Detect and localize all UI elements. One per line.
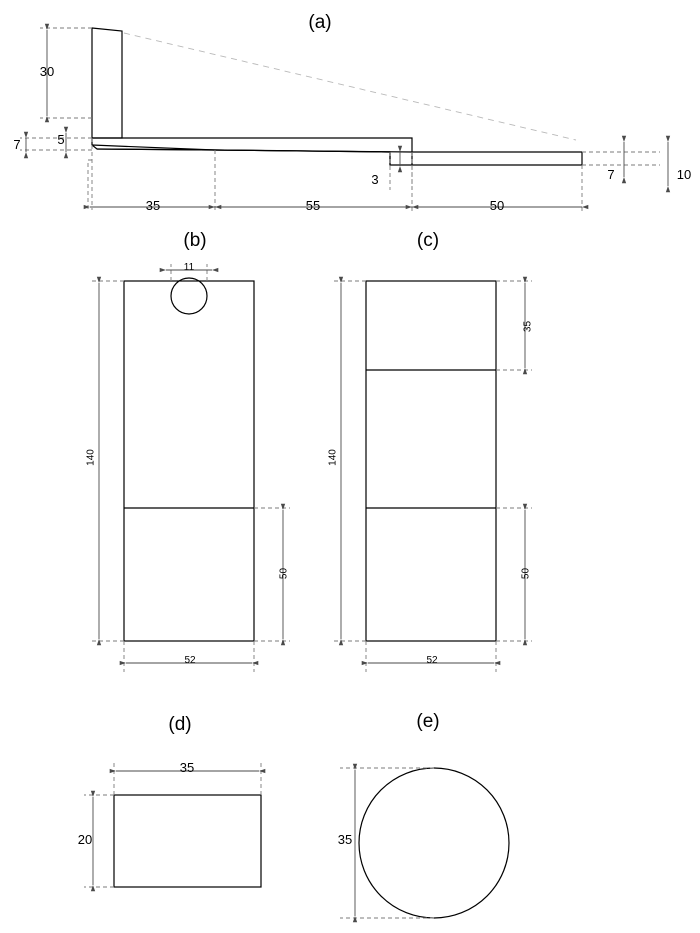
dim-c-140: 140	[327, 449, 339, 466]
dim-d-35: 35	[179, 760, 195, 775]
dim-a-5: 5	[57, 132, 65, 147]
dim-b-50: 50	[278, 567, 290, 580]
dim-a-55: 55	[305, 198, 321, 213]
dim-c-52: 52	[426, 655, 438, 666]
view-b-dimension-lines	[99, 270, 283, 663]
view-e-geometry	[359, 768, 509, 918]
panel-label-a: (a)	[308, 12, 332, 33]
dim-a-10: 10	[676, 167, 692, 182]
view-c-extension-lines	[334, 281, 532, 672]
view-b-extension-lines	[92, 264, 290, 672]
dim-a-3: 3	[371, 172, 379, 187]
dim-c-50: 50	[520, 567, 532, 580]
dim-a-30: 30	[39, 64, 55, 79]
view-c-dimension-lines	[341, 283, 525, 663]
view-b-geometry	[124, 278, 254, 641]
view-c-geometry	[366, 281, 496, 641]
view-a-extension-lines	[20, 28, 660, 212]
dim-d-20: 20	[77, 832, 93, 847]
view-a-geometry	[92, 28, 582, 165]
view-d-dimension-lines	[93, 771, 259, 885]
panel-label-c: (c)	[416, 230, 440, 251]
panel-label-b: (b)	[183, 230, 207, 251]
panel-label-d: (d)	[168, 714, 192, 735]
dim-b-52: 52	[184, 655, 196, 666]
view-d-extension-lines	[84, 762, 261, 887]
view-d-geometry	[114, 795, 261, 887]
dim-b-11: 11	[183, 262, 195, 273]
dim-a-7-right: 7	[607, 167, 615, 182]
dim-a-50: 50	[489, 198, 505, 213]
dim-e-35: 35	[337, 832, 353, 847]
dim-c-35: 35	[522, 320, 534, 333]
dim-a-35: 35	[145, 198, 161, 213]
dim-b-140: 140	[85, 449, 97, 466]
dim-a-7-left: 7	[13, 137, 21, 152]
panel-label-e: (e)	[416, 711, 440, 732]
